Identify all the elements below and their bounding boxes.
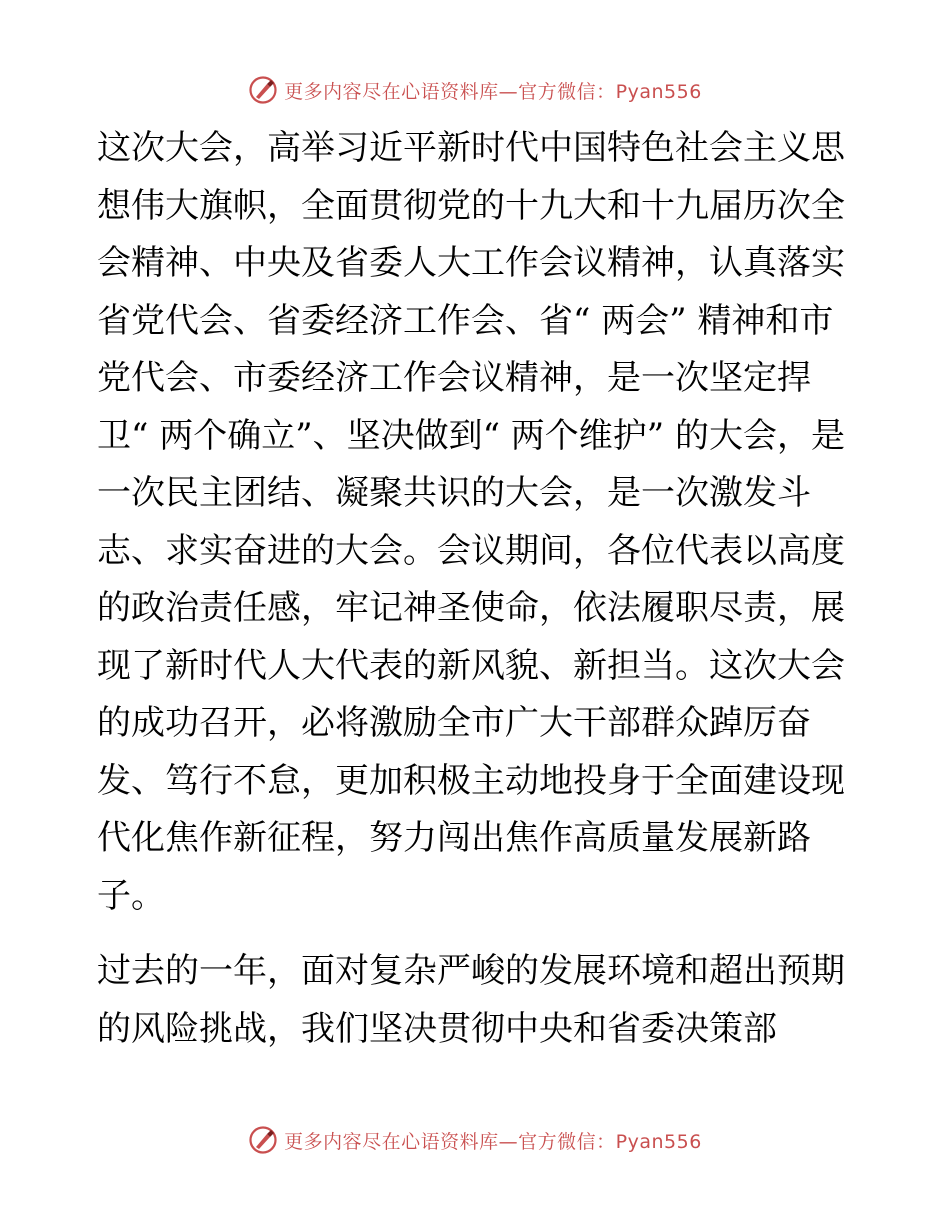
watermark-text: 更多内容尽在心语资料库—官方微信：Pyan556 [284,80,702,103]
pen-logo-icon [248,1125,278,1155]
paragraph-1: 这次大会，高举习近平新时代中国特色社会主义思想伟大旗帜，全面贯彻党的十九大和十九届历次全会精神、中央及省委人大工作会议精神，认真落实省党代会、省委经济工作会、省“ 两会” 精神和市党代会、市委经济工作会议精神，是一次坚定捍卫“ 两个确立”、坚决做到“ 两个维护” 的大会，是一次民主团结、凝聚共识的大会，是一次激发斗志、求实奋进的大会。会议期间，各位代表以高度的政治责任感，牢记神圣使命，依法履职尽责，展现了新时代人大代表的新风貌、新担当。这次大会的成功召开，必将激励全市广大干部群众踔厉奋发、笃行不怠，更加积极主动地投身于全面建设现代化焦作新征程，努力闯出焦作高质量发展新路子。 [97,128,845,916]
document-body [97,120,853,1058]
pen-logo-icon [248,75,278,105]
footer-watermark [0,1120,950,1160]
watermark-text: 更多内容尽在心语资料库—官方微信：Pyan556 [284,1130,702,1153]
paragraph-2: 过去的一年，面对复杂严峻的发展环境和超出预期的风险挑战，我们坚决贯彻中央和省委决策部 [97,951,845,1049]
header-watermark [0,70,950,110]
